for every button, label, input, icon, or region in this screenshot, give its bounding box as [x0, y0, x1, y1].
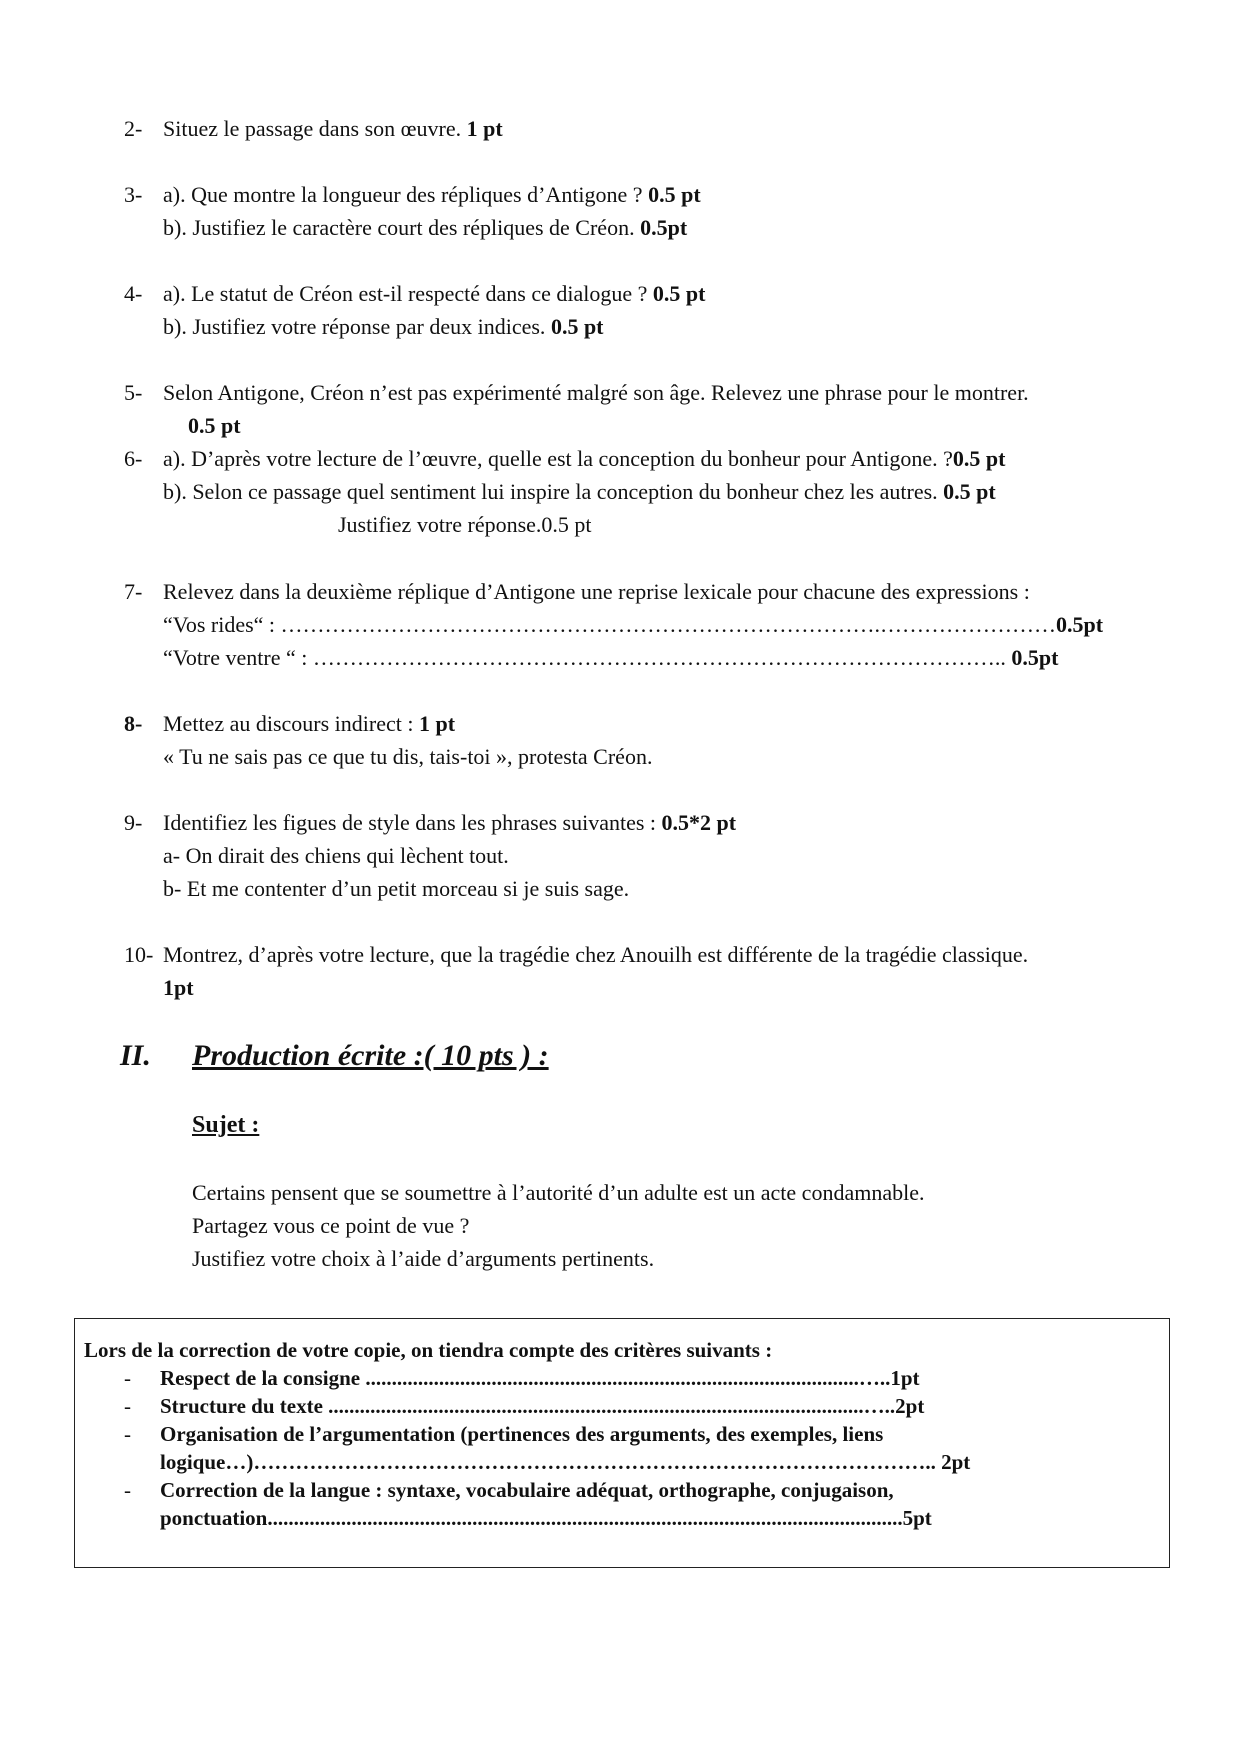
question-number: 10-	[124, 942, 154, 967]
question-number: 3-	[124, 182, 143, 207]
points: 0.5 pt	[943, 479, 996, 504]
question-line: b). Justifiez votre réponse par deux indices. 0.5 pt	[163, 314, 604, 339]
question-line: b- Et me contenter d’un petit morceau si je suis sage.	[163, 876, 630, 901]
criteria-item: Structure du texte ......................................................................................................…..2pt	[160, 1394, 925, 1418]
points: 0.5*2 pt	[661, 810, 737, 835]
points: 1pt	[163, 975, 194, 1000]
criteria-item: Respect de la consigne ..............................................................................................…..1pt	[160, 1366, 920, 1390]
points: 1 pt	[418, 711, 456, 736]
question-line: Selon Antigone, Créon n’est pas expérimenté malgré son âge. Relevez une phrase pour le montrer.	[163, 380, 1029, 405]
criteria-item-continued: ponctuation.........................................................................................................................5pt	[160, 1506, 932, 1530]
question-line: Montrez, d’après votre lecture, que la tragédie chez Anouilh est différente de la tragédie classique.	[163, 942, 1029, 967]
points: 0.5 pt	[952, 446, 1006, 471]
question-line: a). D’après votre lecture de l’œuvre, quelle est la conception du bonheur pour Antigone. ?0.5 pt	[163, 446, 1006, 471]
question-line: Relevez dans la deuxième réplique d’Antigone une reprise lexicale pour chacune des expressions :	[163, 579, 1030, 604]
question-line: Situez le passage dans son œuvre. 1 pt	[163, 116, 503, 141]
question-number: 9-	[124, 810, 143, 835]
points: 0.5 pt	[550, 314, 604, 339]
points: 0.5 pt	[188, 413, 241, 438]
question-number: 7-	[124, 579, 143, 604]
subject-line: Justifiez votre choix à l’aide d’arguments pertinents.	[192, 1246, 655, 1271]
question-line: Mettez au discours indirect : 1 pt	[163, 711, 456, 736]
question-line: “Vos rides“ : ……………………………………………………………………….……………………0.5pt	[163, 612, 1104, 637]
question-line: b). Justifiez le caractère court des répliques de Créon. 0.5pt	[163, 215, 688, 240]
question-line: Identifiez les figues de style dans les phrases suivantes : 0.5*2 pt	[163, 810, 737, 835]
question-line: « Tu ne sais pas ce que tu dis, tais-toi », protesta Créon.	[163, 744, 653, 769]
criteria-heading: Lors de la correction de votre copie, on tiendra compte des critères suivants :	[84, 1338, 773, 1362]
bullet-dash: -	[124, 1366, 131, 1390]
points: 0.5pt	[1011, 645, 1059, 670]
question-line: b). Selon ce passage quel sentiment lui inspire la conception du bonheur chez les autres. 0.5 pt	[163, 479, 996, 504]
points: 0.5pt	[640, 215, 688, 240]
question-number: 2-	[124, 116, 143, 141]
bullet-dash: -	[124, 1422, 131, 1446]
section-title: Production écrite :( 10 pts ) :	[192, 1039, 549, 1072]
criteria-item-continued: logique…)…………………………………………………………………………………….. 2pt	[160, 1450, 971, 1474]
subject-line: Certains pensent que se soumettre à l’autorité d’un adulte est un acte condamnable.	[192, 1180, 925, 1205]
question-line: “Votre ventre “ : ………………………………………………………………………………….. 0.5pt	[163, 645, 1059, 670]
question-line	[163, 973, 194, 1003]
question-line: a- On dirait des chiens qui lèchent tout.	[163, 843, 509, 868]
question-number: 4-	[124, 281, 143, 306]
question-number: 5-	[124, 380, 143, 405]
section-numeral: II.	[120, 1039, 151, 1072]
criteria-item: Organisation de l’argumentation (pertinences des arguments, des exemples, liens	[160, 1422, 884, 1446]
question-line: Justifiez votre réponse.0.5 pt	[338, 512, 592, 537]
points: 1 pt	[466, 116, 503, 141]
question-line: a). Le statut de Créon est-il respecté dans ce dialogue ? 0.5 pt	[163, 281, 706, 306]
bullet-dash: -	[124, 1478, 131, 1502]
question-line	[188, 411, 241, 441]
bullet-dash: -	[124, 1394, 131, 1418]
subject-line: Partagez vous ce point de vue ?	[192, 1213, 470, 1238]
points: 0.5pt	[1056, 612, 1104, 637]
question-number: 6-	[124, 446, 143, 471]
question-line: a). Que montre la longueur des répliques d’Antigone ? 0.5 pt	[163, 182, 701, 207]
points: 0.5 pt	[648, 182, 701, 207]
subject-label: Sujet :	[192, 1112, 260, 1138]
points: 0.5 pt	[652, 281, 706, 306]
question-number: 8-	[124, 711, 143, 736]
criteria-item: Correction de la langue : syntaxe, vocabulaire adéquat, orthographe, conjugaison,	[160, 1478, 894, 1502]
